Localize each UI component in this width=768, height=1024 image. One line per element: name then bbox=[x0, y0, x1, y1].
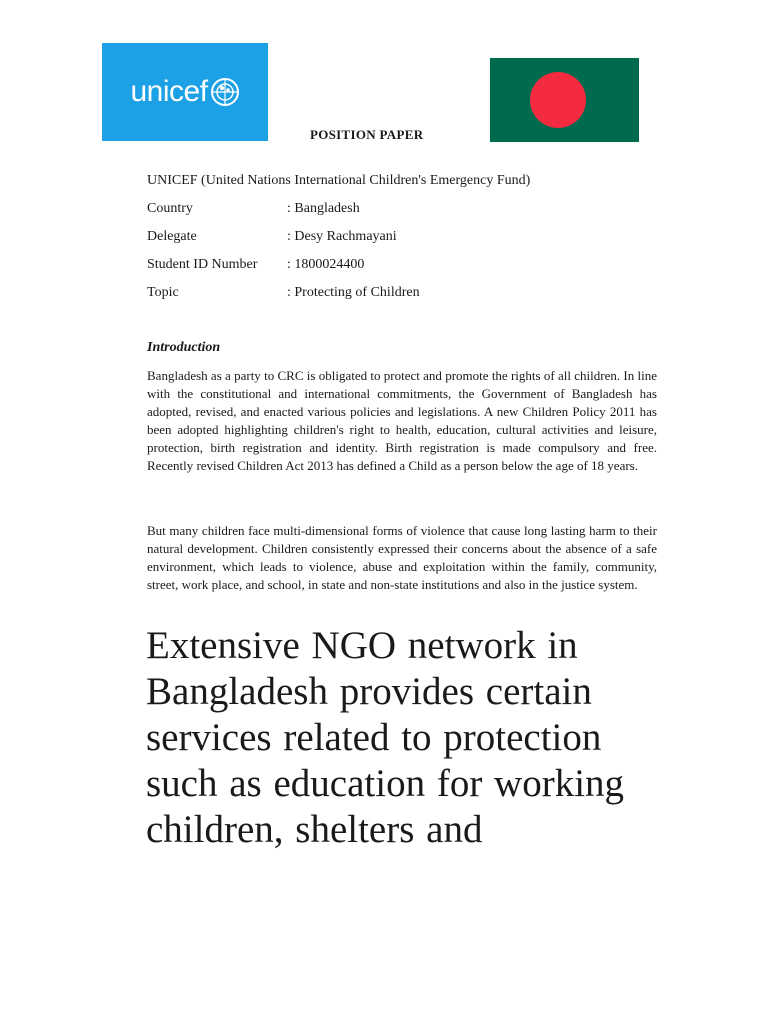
introduction-paragraph: Bangladesh as a party to CRC is obligated to protect and promote the rights of all children. In line with the constitutional and international commitments, the Government of Bangladesh has adopted, revised, and enacted various policies and legislations. A new Children Policy 2011 has been adopted highlighting children's right to health, education, cultural activities and leisure, protection, birth registration and identity. Birth registration is made compulsory and free. Recently revised Children Act 2013 has defined a Child as a person below the age of 18 years. bbox=[147, 368, 657, 473]
introduction-paragraph: But many children face multi-dimensional forms of violence that cause long lasting harm to their natural development. Children consistently expressed their concerns about the absence of a safe environment, which leads to violence, abuse and exploitation within the family, community, street, work place, and school, in state and non-state institutions and also in the justice system. bbox=[147, 523, 657, 592]
unicef-wordmark: unicef bbox=[130, 75, 208, 108]
unicef-emblem-icon bbox=[210, 77, 240, 107]
info-row-country bbox=[147, 200, 530, 228]
bangladesh-flag bbox=[490, 58, 639, 142]
info-value: : Bangladesh bbox=[287, 201, 360, 216]
delegate-info bbox=[147, 172, 530, 312]
info-row-student-id bbox=[147, 256, 530, 284]
info-value: : Desy Rachmayani bbox=[287, 229, 397, 244]
flag-red-disc bbox=[530, 72, 586, 128]
introduction-heading: Introduction bbox=[147, 340, 221, 355]
info-row-topic bbox=[147, 284, 530, 312]
info-row-delegate bbox=[147, 228, 530, 256]
info-value: : 1800024400 bbox=[287, 257, 365, 272]
info-label: Student ID Number bbox=[147, 257, 258, 272]
info-label: Country bbox=[147, 201, 193, 216]
organization-line: UNICEF (United Nations International Children's Emergency Fund) bbox=[147, 173, 531, 188]
large-body-text: Extensive NGO network in Bangladesh provides certain services related to protection such as education for working children, shelters and bbox=[146, 624, 625, 851]
document-title: POSITION PAPER bbox=[310, 127, 424, 142]
info-label: Delegate bbox=[147, 229, 197, 244]
info-label: Topic bbox=[147, 285, 179, 300]
unicef-logo bbox=[102, 43, 268, 141]
info-value: : Protecting of Children bbox=[287, 285, 420, 300]
